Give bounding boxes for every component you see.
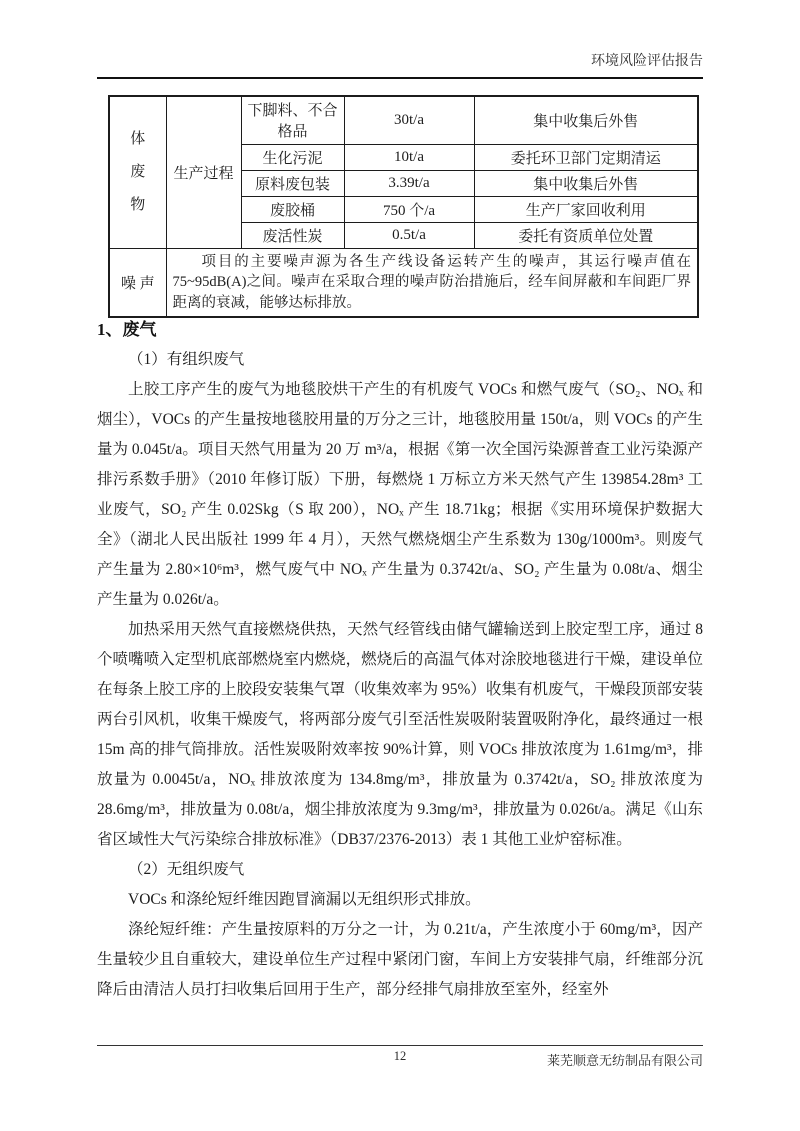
waste-disposal: 生产厂家回收利用 xyxy=(474,196,698,222)
noise-text-cell: 项目的主要噪声源为各生产线设备运转产生的噪声，其运行噪声值在75~95dB(A)之间。噪声在采取合理的噪声防治措施后，经车间屏蔽和车间距厂界距离的衰减，能够达标排放。 xyxy=(166,248,698,317)
waste-name: 废胶桶 xyxy=(241,196,344,222)
waste-name: 下脚料、不合格品 xyxy=(241,96,344,144)
subsection-2-title: （2）无组织废气 xyxy=(128,861,245,878)
table-row xyxy=(109,96,698,144)
waste-name: 废活性炭 xyxy=(241,222,344,248)
waste-amount: 0.5t/a xyxy=(344,222,474,248)
paragraph-organized-emission-1: 上胶工序产生的废气为地毯胶烘干产生的有机废气 VOCs 和燃气废气（SO₂、NOₓ 和烟尘），VOCs 的产生量按地毯胶用量的万分之三计，地毯胶用量 150t/a，则 VOCs 的产生量为 0.045t/a。项目天然气用量为 20 万 m³/a，根据《第一次全国污染源普查工业污染源产排污系数手册》（2010 年修订版）下册，每燃烧 1 万标立方米天然气产生 139854.28m³ 工业废气，SO₂ 产生 0.02Skg（S 取 200），NOₓ 产生 18.71kg；根据《实用环境保护数据大全》（湖北人民出版社 1999 年 4 月），天然气燃烧烟尘产生系数为 130g/1000m³。则废气产生量为 2.80×10⁶m³，燃气废气中 NOₓ 产生量为 0.3742t/a、SO₂ 产生量为 0.08t/a、烟尘产生量为 0.026t/a。 xyxy=(97,381,703,608)
page-footer xyxy=(97,1045,703,1068)
waste-category-cell: 体废物 xyxy=(109,96,166,248)
waste-disposal: 集中收集后外售 xyxy=(474,170,698,196)
page-content xyxy=(97,303,703,1005)
process-cell: 生产过程 xyxy=(166,96,241,248)
waste-disposal: 委托有资质单位处置 xyxy=(474,222,698,248)
waste-name: 原料废包装 xyxy=(241,170,344,196)
page-header xyxy=(97,50,703,79)
page-number: 12 xyxy=(393,1049,407,1063)
paragraph-unorganized-emission-1: VOCs 和涤纶短纤维因跑冒滴漏以无组织形式排放。 xyxy=(128,891,481,908)
waste-table xyxy=(108,95,699,318)
subsection-1-title: （1）有组织废气 xyxy=(128,351,245,368)
section-1-title: 1、废气 xyxy=(97,320,157,339)
company-name: 莱芜顺意无纺制品有限公司 xyxy=(546,1053,703,1068)
noise-label-cell: 噪 声 xyxy=(109,248,166,317)
waste-disposal: 集中收集后外售 xyxy=(474,96,698,144)
paragraph-organized-emission-2: 加热采用天然气直接燃烧供热，天然气经管线由储气罐输送到上胶定型工序，通过 8 个喷嘴喷入定型机底部燃烧室内燃烧，燃烧后的高温气体对涂胶地毯进行干燥，建设单位在每条上胶工序的上胶段安装集气罩（收集效率为 95%）收集有机废气，干燥段顶部安装两台引风机，收集干燥废气，将两部分废气引至活性炭吸附装置吸附净化，最终通过一根 15m 高的排气筒排放。活性炭吸附效率按 90%计算，则 VOCs 排放浓度为 1.61mg/m³，排放量为 0.0045t/a，NOₓ 排放浓度为 134.8mg/m³，排放量为 0.3742t/a，SO₂ 排放浓度为 28.6mg/m³，排放量为 0.08t/a，烟尘排放浓度为 9.3mg/m³，排放量为 0.026t/a。满足《山东省区域性大气污染综合排放标准》（DB37/2376-2013）表 1 其他工业炉窑标准。 xyxy=(97,621,703,848)
waste-amount: 3.39t/a xyxy=(344,170,474,196)
waste-name: 生化污泥 xyxy=(241,144,344,170)
waste-amount: 30t/a xyxy=(344,96,474,144)
report-title: 环境风险评估报告 xyxy=(591,54,703,69)
waste-amount: 750 个/a xyxy=(344,196,474,222)
waste-disposal: 委托环卫部门定期清运 xyxy=(474,144,698,170)
waste-amount: 10t/a xyxy=(344,144,474,170)
paragraph-unorganized-emission-2: 涤纶短纤维：产生量按原料的万分之一计，为 0.21t/a，产生浓度小于 60mg/m³，因产生量较少且自重较大，建设单位生产过程中紧闭门窗，车间上方安装排气扇，纤维部分沉降后由清洁人员打扫收集后回用于生产，部分经排气扇排放至室外，经室外 xyxy=(97,921,703,998)
